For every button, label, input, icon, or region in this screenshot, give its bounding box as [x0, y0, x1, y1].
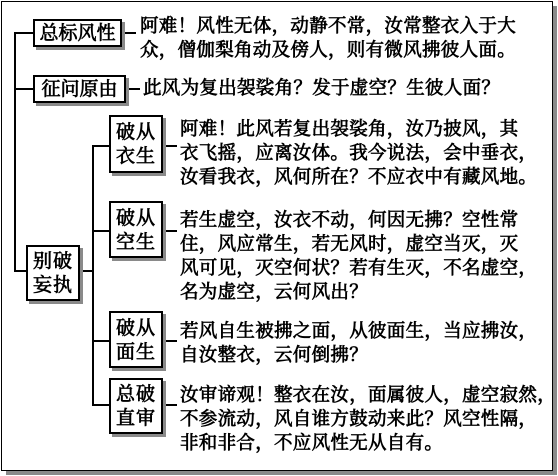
leader-line-pokong — [163, 230, 177, 232]
text-pokong-line: 风可见，灭空何状？若有生灭，不名虚空， — [180, 258, 538, 279]
text-zongbiao-line: 阿难！风性无体，动静不常，汝常整衣入于大 — [140, 16, 517, 37]
node-poyi — [109, 115, 163, 173]
text-pomian — [180, 320, 537, 368]
node-pokong — [109, 201, 163, 258]
leader-line-poyi — [163, 145, 177, 147]
node-zongpo-label-2: 直审 — [115, 407, 156, 429]
node-pokong-label-2: 空生 — [115, 230, 156, 253]
node-pomian-label-1: 破从 — [115, 316, 156, 339]
leader-line-zhengwen — [126, 88, 140, 90]
node-pokong-label-1: 破从 — [115, 206, 156, 229]
sub-branch-line-pomian — [92, 340, 109, 342]
leader-line-zongbiao — [122, 32, 136, 34]
sub-branch-line-poyi — [92, 145, 109, 147]
text-poyi-line: 阿难！此风若复出袈裟角，汝乃披风，其 — [180, 119, 519, 140]
node-zongbiao-label: 总标风性 — [39, 22, 116, 44]
branch-line-zongbiao — [14, 32, 33, 34]
sub-spine-line — [92, 145, 94, 405]
leader-line-pomian — [163, 340, 177, 342]
text-poyi — [180, 118, 537, 190]
node-biepo-label-1: 别破 — [32, 250, 73, 272]
node-poyi-label-1: 破从 — [115, 121, 156, 143]
text-zhengwen — [143, 77, 500, 101]
sub-branch-line-zongpo — [92, 404, 109, 406]
text-pokong-line: 名为虚空，云何风出？ — [180, 282, 369, 303]
node-zongbiao — [33, 19, 122, 47]
text-zongpo-line: 汝审谛观！整衣在汝，面属彼人，虚空寂然， — [180, 385, 557, 406]
text-poyi-line: 汝看我衣，风何所在？不应衣中有藏风地。 — [180, 167, 538, 188]
node-zhengwen-label: 征问原由 — [41, 78, 118, 100]
node-zongpo-label-1: 总破 — [115, 383, 156, 405]
text-pokong — [180, 209, 537, 305]
text-pomian-line: 若风自生被拂之面，从彼面生，当应拂汝， — [180, 321, 538, 342]
node-pomian-label-2: 面生 — [115, 340, 156, 363]
text-zongpo-line: 非和非合，不应风性无从自有。 — [180, 433, 444, 454]
text-zongpo — [180, 384, 556, 456]
text-pokong-line: 住，风应常生，若无风时，虚空当灭，灭 — [180, 234, 519, 255]
leader-line-zongpo — [163, 404, 177, 406]
text-poyi-line: 衣飞摇，应离汝体。我今说法，会中垂衣， — [180, 143, 538, 164]
text-zongpo-line: 不参流动，风自谁方鼓动来此？风空性隔， — [180, 409, 538, 430]
branch-line-biepo — [14, 270, 26, 272]
node-poyi-label-2: 衣生 — [115, 145, 156, 167]
text-zongbiao — [140, 15, 516, 63]
text-zongbiao-line: 众，僧伽梨角动及傍人，则有微风拂彼人面。 — [140, 40, 517, 61]
main-spine-line — [14, 32, 16, 270]
stub-line-biepo — [80, 270, 92, 272]
sub-branch-line-pokong — [92, 230, 109, 232]
text-zhengwen-line: 此风为复出袈裟角？发于虚空？生彼人面？ — [143, 78, 501, 99]
branch-line-zhengwen — [14, 88, 33, 90]
node-biepo-label-2: 妄执 — [32, 274, 73, 296]
node-pomian — [109, 311, 163, 368]
node-zhengwen — [33, 75, 126, 103]
node-biepo — [26, 245, 80, 301]
frame-shadow-bottom — [6, 471, 557, 475]
text-pokong-line: 若生虚空，汝衣不动，何因无拂？空性常 — [180, 210, 519, 231]
text-pomian-line: 自汝整衣，云何倒拂？ — [180, 345, 369, 366]
node-zongpo — [109, 378, 163, 434]
